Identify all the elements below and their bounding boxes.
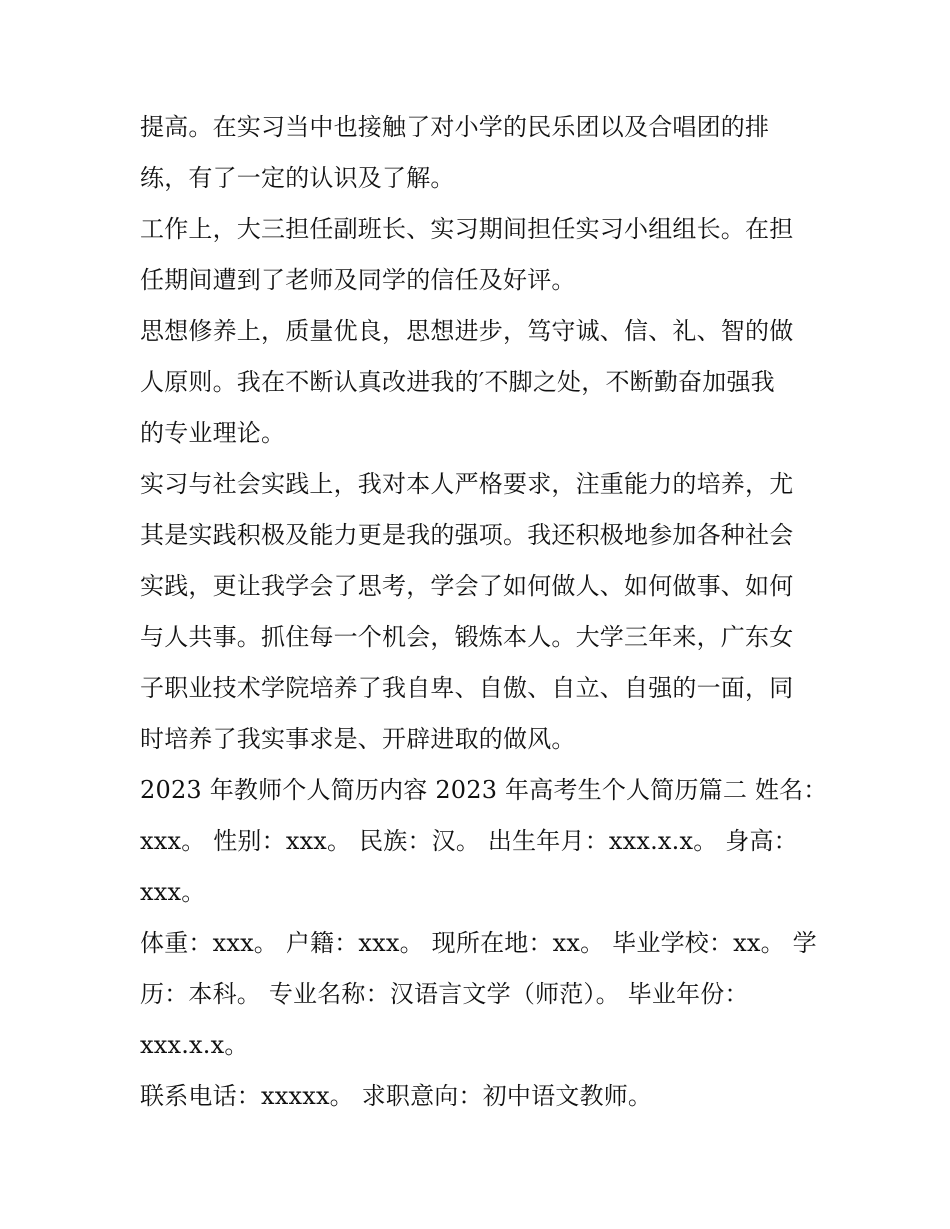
text-line: 历：本科。 专业名称：汉语言文学（师范）。 毕业年份： bbox=[140, 980, 749, 1008]
text-line: 联系电话：xxxxx。 求职意向：初中语文教师。 bbox=[140, 1082, 653, 1110]
text-line: xxx。 bbox=[140, 878, 206, 906]
text-line: 子职业技术学院培养了我自卑、自傲、自立、自强的一面，同 bbox=[140, 674, 794, 702]
text-line: 2023 年教师个人简历内容 2023 年高考生个人简历篇二 姓名： bbox=[140, 776, 828, 804]
text-line: 提高。在实习当中也接触了对小学的民乐团以及合唱团的排 bbox=[140, 113, 770, 141]
text-line: xxx。 性别：xxx。 民族：汉。 出生年月：xxx.x.x。 身高： bbox=[140, 827, 798, 855]
text-line: 体重：xxx。 户籍：xxx。 现所在地：xx。 毕业学校：xx。 学 bbox=[140, 929, 817, 957]
text-line: 时培养了我实事求是、开辟进取的做风。 bbox=[140, 725, 576, 753]
text-line: 人原则。我在不断认真改进我的′不脚之处，不断勤奋加强我 bbox=[140, 368, 775, 396]
text-line: xxx.x.x。 bbox=[140, 1031, 249, 1059]
text-line: 的专业理论。 bbox=[140, 419, 286, 447]
text-line: 其是实践积极及能力更是我的强项。我还积极地参加各种社会 bbox=[140, 521, 794, 549]
text-line: 实习与社会实践上，我对本人严格要求，注重能力的培养，尤 bbox=[140, 470, 794, 498]
text-line: 任期间遭到了老师及同学的信任及好评。 bbox=[140, 266, 576, 294]
text-line: 练，有了一定的认识及了解。 bbox=[140, 164, 455, 192]
text-line: 思想修养上，质量优良，思想进步，笃守诚、信、礼、智的做 bbox=[140, 317, 794, 345]
document-body bbox=[140, 102, 830, 1122]
text-line: 与人共事。抓住每一个机会，锻炼本人。大学三年来，广东女 bbox=[140, 623, 794, 651]
text-line: 实践，更让我学会了思考，学会了如何做人、如何做事、如何 bbox=[140, 572, 794, 600]
text-line: 工作上，大三担任副班长、实习期间担任实习小组组长。在担 bbox=[140, 215, 794, 243]
